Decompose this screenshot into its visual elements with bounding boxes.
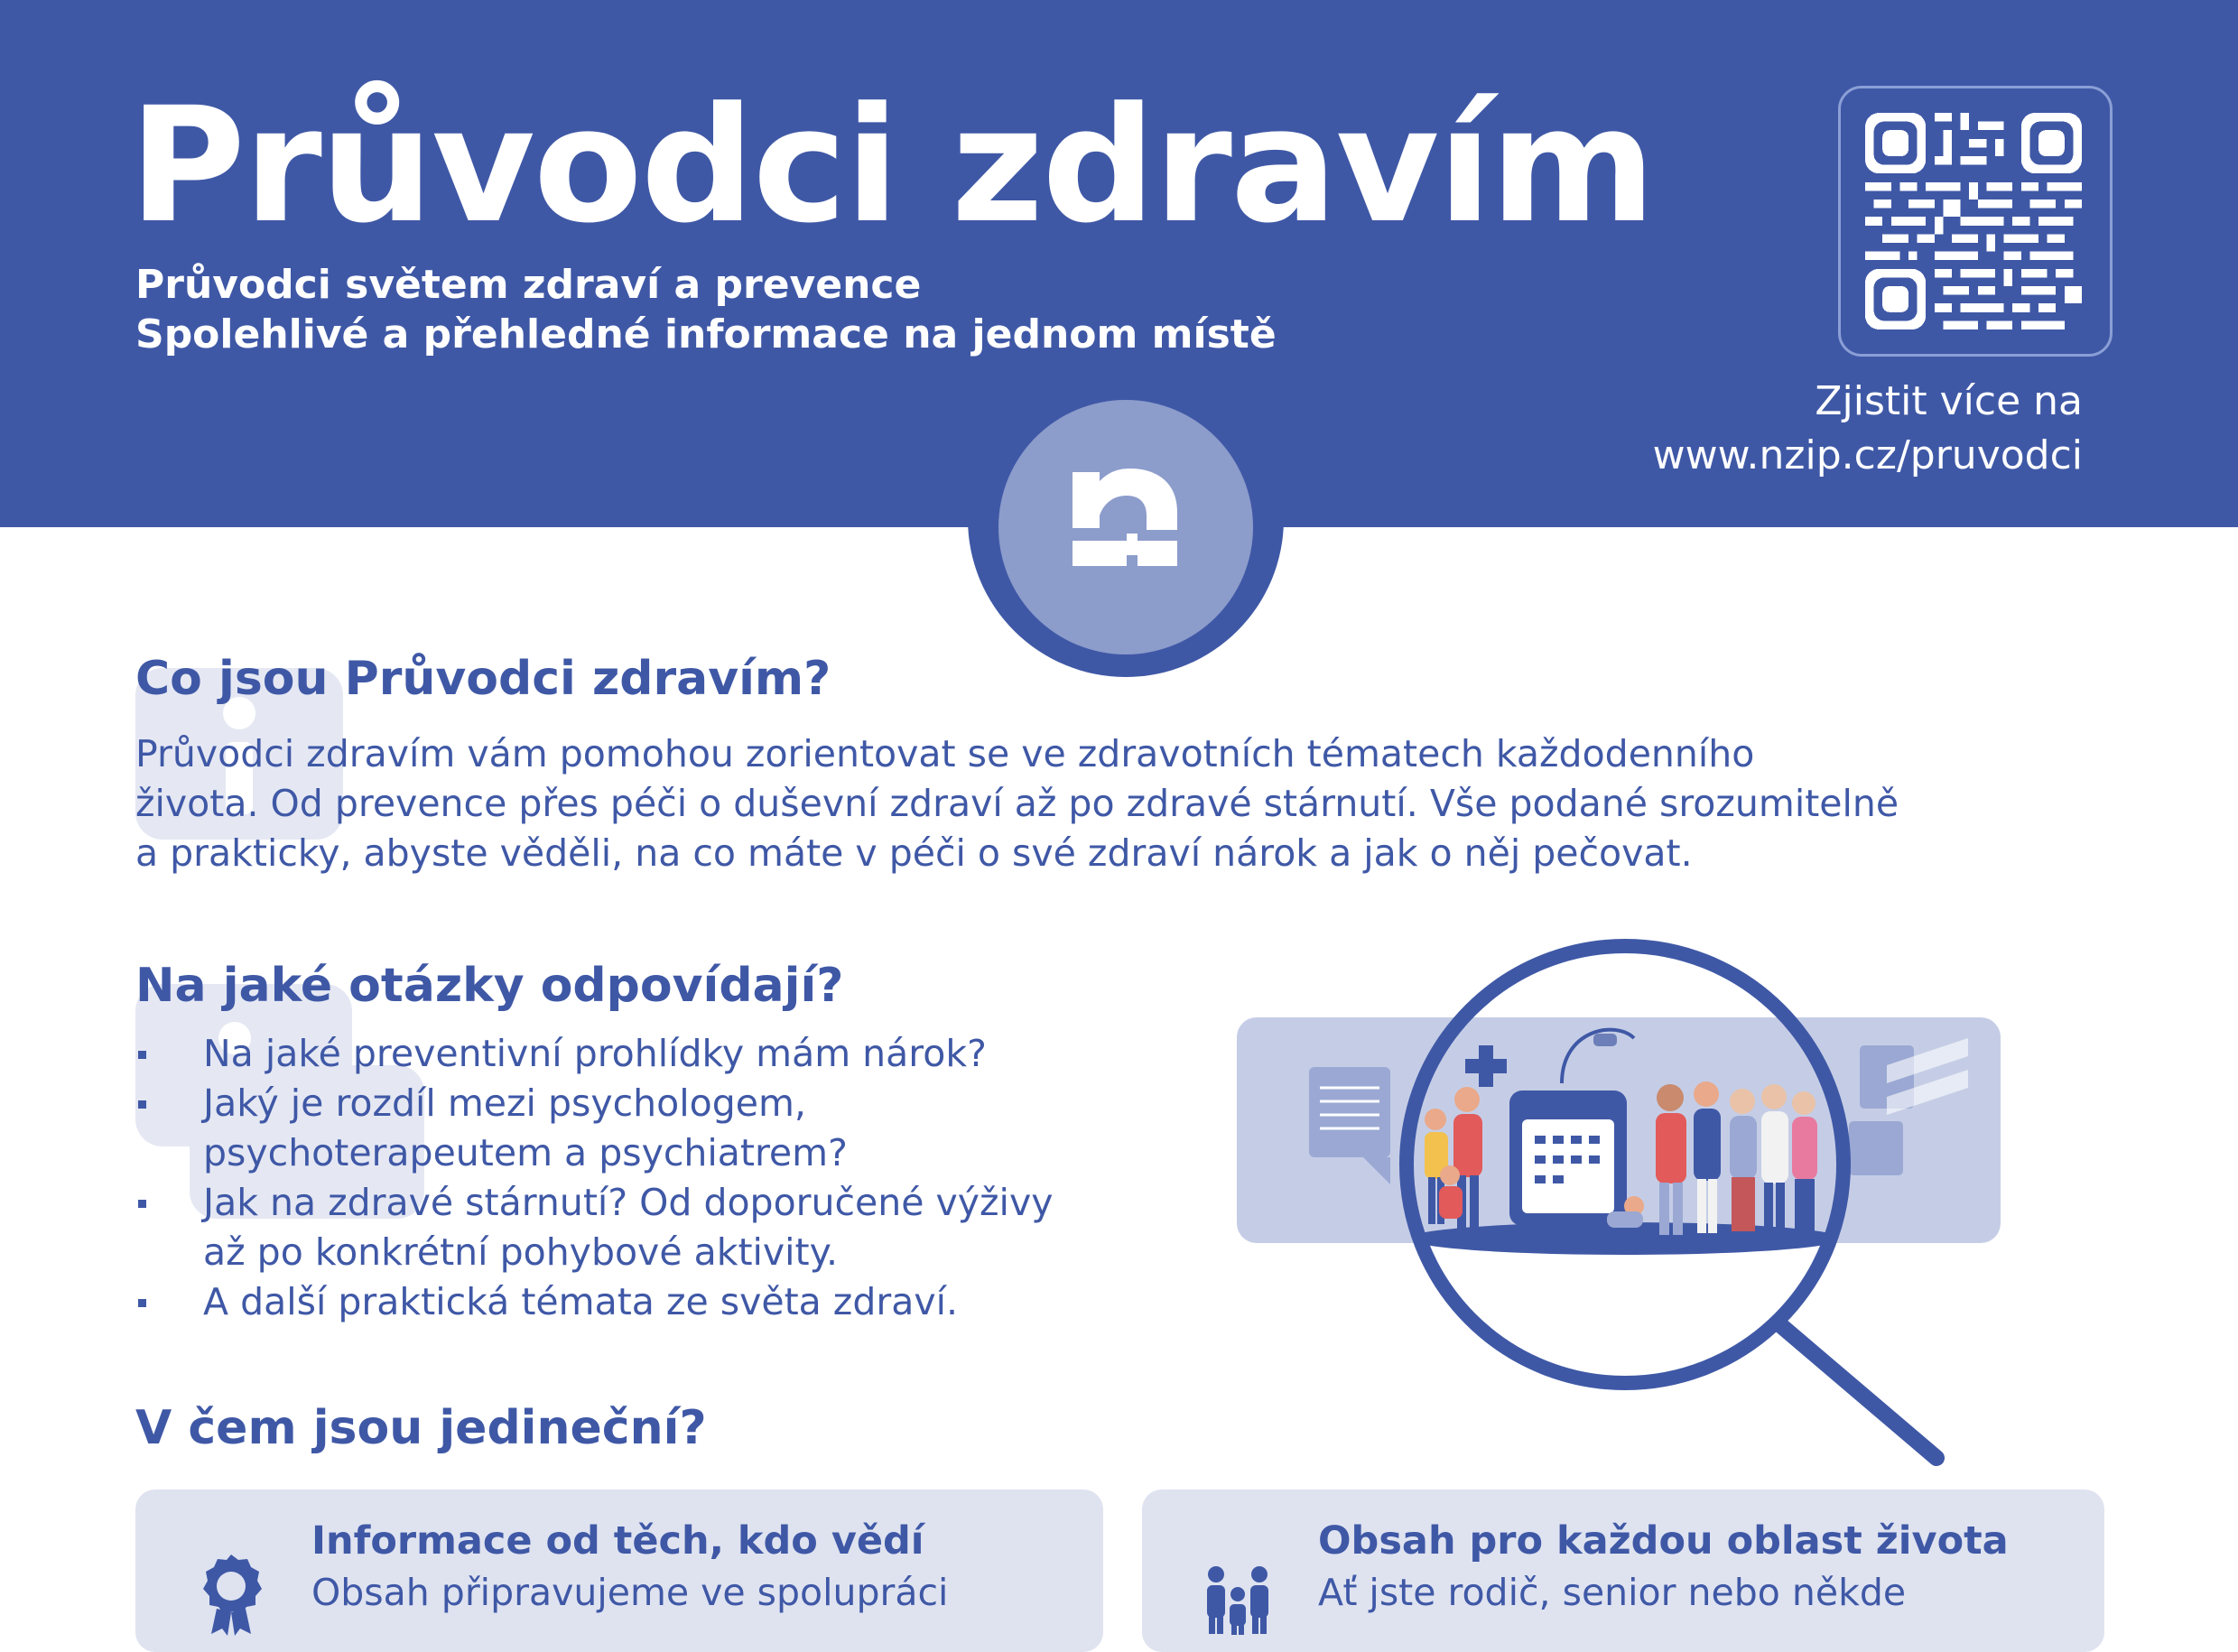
more-info-label: Zjistit více na xyxy=(1815,378,2083,424)
magnifier-illustration xyxy=(1237,921,2004,1480)
qr-code-icon[interactable] xyxy=(1865,113,2082,329)
section-heading-unique: V čem jsou jedineční? xyxy=(135,1401,707,1455)
card-text: Ať jste rodič, senior nebo někde xyxy=(1318,1571,1907,1614)
family-icon xyxy=(1205,1555,1270,1636)
list-item: až po konkrétní pohybové aktivity. xyxy=(203,1230,839,1274)
intro-paragraph xyxy=(135,729,2194,878)
award-ribbon-icon xyxy=(199,1555,264,1636)
card-title: Informace od těch, kdo vědí xyxy=(311,1518,924,1564)
more-info-url[interactable]: www.nzip.cz/pruvodci xyxy=(1652,432,2083,478)
intro-line: Průvodci zdravím vám pomohou zorientovat se ve zdravotních tématech každodenního xyxy=(135,732,1755,775)
feature-card-life-areas xyxy=(1142,1490,2104,1652)
list-item: A další praktická témata ze světa zdraví. xyxy=(135,1277,1053,1327)
section-heading-questions: Na jaké otázky odpovídají? xyxy=(135,959,844,1013)
more-info xyxy=(1653,375,2083,483)
intro-line: života. Od prevence přes péči o duševní zdraví až po zdravé stárnutí. Vše podané srozumitelně xyxy=(135,782,1899,825)
intro-line: a prakticky, abyste věděli, na co máte v péči o své zdraví nárok a jak o něj pečovat. xyxy=(135,831,1693,875)
section-heading-what: Co jsou Průvodci zdravím? xyxy=(135,652,831,706)
list-item: Na jaké preventivní prohlídky mám nárok? xyxy=(135,1029,1053,1079)
card-title: Obsah pro každou oblast života xyxy=(1318,1518,2009,1564)
page-title: Průvodci zdravím xyxy=(129,73,1655,258)
question-list xyxy=(135,1029,1053,1327)
feature-card-experts xyxy=(135,1490,1103,1652)
list-item: Jaký je rozdíl mezi psychologem, xyxy=(135,1079,1053,1128)
card-text: Obsah připravujeme ve spolupráci xyxy=(311,1571,949,1614)
subtitle-line-2: Spolehlivé a přehledné informace na jednom místě xyxy=(135,311,1277,357)
subtitle-line-1: Průvodci světem zdraví a prevence xyxy=(135,262,922,308)
nzip-logo-icon xyxy=(1071,465,1183,577)
list-item: psychoterapeutem a psychiatrem? xyxy=(203,1131,848,1174)
list-item: Jak na zdravé stárnutí? Od doporučené výživy xyxy=(135,1178,1053,1228)
